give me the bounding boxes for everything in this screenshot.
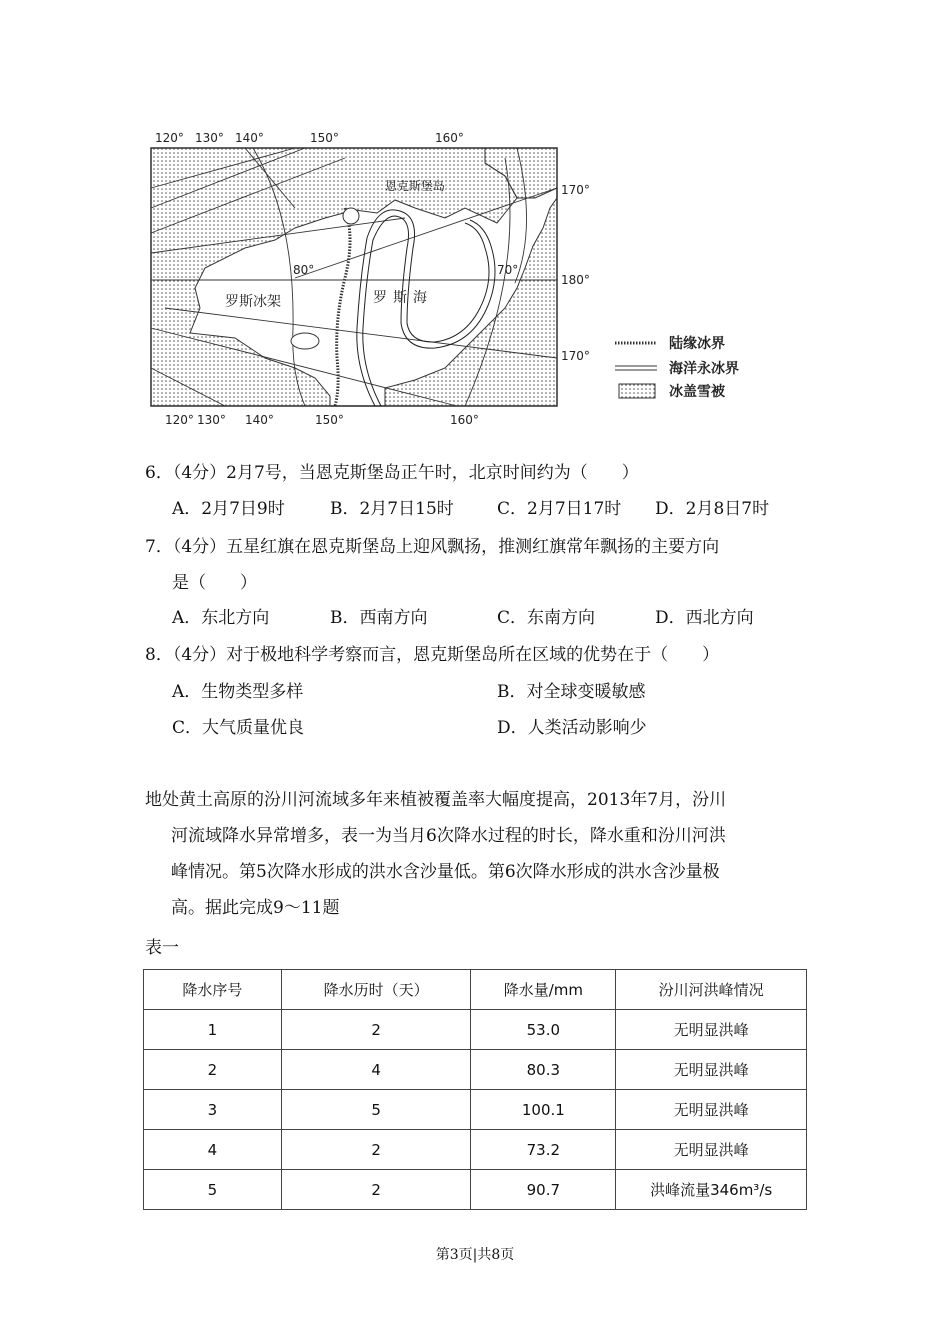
table-cell: 无明显洪峰 xyxy=(616,1130,807,1170)
table-cell: 1 xyxy=(144,1010,282,1050)
table-cell: 4 xyxy=(144,1130,282,1170)
q6-option-d: D．2月8日7时 xyxy=(655,499,770,519)
table-cell: 2 xyxy=(281,1010,471,1050)
top-lon-2: 130° xyxy=(195,131,224,145)
top-lon-3: 140° xyxy=(235,131,264,145)
table-cell: 3 xyxy=(144,1090,282,1130)
map-legend xyxy=(615,335,739,400)
q7-stem-line2: 是（ ） xyxy=(172,573,257,593)
q7-stem-line1: 7．（4分）五星红旗在恩克斯堡岛上迎风飘扬，推测红旗常年飘扬的主要方向 xyxy=(145,537,720,557)
label-island: 恩克斯堡岛 xyxy=(385,179,446,193)
page-footer: 第3页|共8页 xyxy=(435,1247,515,1263)
bottom-lon-2: 130° xyxy=(197,413,226,427)
right-lon-1: 170° xyxy=(561,183,590,197)
bottom-lon-1: 120° xyxy=(165,413,194,427)
passage-line-3: 峰情况。第5次降水形成的洪水含沙量低。第6次降水形成的洪水含沙量极 xyxy=(171,862,720,882)
passage xyxy=(145,782,810,926)
table-cell: 无明显洪峰 xyxy=(616,1050,807,1090)
q7-option-d: D．西北方向 xyxy=(655,608,754,628)
right-lon-3: 170° xyxy=(561,349,590,363)
table-cell: 90.7 xyxy=(471,1170,616,1210)
label-ice-shelf: 罗斯冰架 xyxy=(225,294,281,310)
table-cell: 73.2 xyxy=(471,1130,616,1170)
table-row xyxy=(144,1170,807,1210)
label-ross-sea: 罗斯海 xyxy=(373,290,433,306)
right-lon-2: 180° xyxy=(561,273,590,287)
q7-option-a: A．东北方向 xyxy=(172,608,270,628)
q6-option-c: C．2月7日17时 xyxy=(497,499,622,519)
table-row xyxy=(144,1130,807,1170)
table-cell: 洪峰流量346m³/s xyxy=(616,1170,807,1210)
table-cell: 5 xyxy=(144,1170,282,1210)
q8-option-c: C．大气质量优良 xyxy=(172,718,305,738)
q8-stem: 8．（4分）对于极地科学考察而言，恩克斯堡岛所在区域的优势在于（ ） xyxy=(145,645,720,665)
top-lon-5: 160° xyxy=(435,131,464,145)
table-cell: 2 xyxy=(281,1130,471,1170)
ross-sea-map xyxy=(145,128,785,428)
header-cell: 降水序号 xyxy=(144,970,282,1010)
table-cell: 无明显洪峰 xyxy=(616,1010,807,1050)
passage-line-1: 地处黄土高原的汾川河流域多年来植被覆盖率大幅度提高，2013年7月，汾川 xyxy=(145,790,727,810)
q8-option-d: D．人类活动影响少 xyxy=(497,718,647,738)
table-cell: 2 xyxy=(144,1050,282,1090)
lat-70: 70° xyxy=(497,263,519,277)
header-cell: 降水量/mm xyxy=(471,970,616,1010)
header-cell: 降水历时（天） xyxy=(281,970,471,1010)
q6-stem: 6．（4分）2月7号，当恩克斯堡岛正午时，北京时间约为（ ） xyxy=(145,463,639,483)
table-cell: 无明显洪峰 xyxy=(616,1090,807,1130)
bottom-lon-3: 140° xyxy=(245,413,274,427)
q6-option-b: B．2月7日15时 xyxy=(330,499,454,519)
table-row xyxy=(144,1010,807,1050)
precipitation-table xyxy=(143,969,807,1210)
q6-option-a: A．2月7日9时 xyxy=(172,499,285,519)
q7-option-b: B．西南方向 xyxy=(330,608,428,628)
passage-line-4: 高。据此完成9～11题 xyxy=(171,898,340,918)
header-cell: 汾川河洪峰情况 xyxy=(616,970,807,1010)
table-row xyxy=(144,1090,807,1130)
passage-line-2: 河流域降水异常增多，表一为当月6次降水过程的时长，降水重和汾川河洪 xyxy=(171,826,726,846)
table-caption: 表一 xyxy=(145,938,179,958)
legend-sea-ice: 海洋永冰界 xyxy=(669,361,739,377)
q7-option-c: C．东南方向 xyxy=(497,608,596,628)
legend-land-ice: 陆缘冰界 xyxy=(669,336,725,352)
q8-option-b: B．对全球变暖敏感 xyxy=(497,682,646,702)
table-cell: 80.3 xyxy=(471,1050,616,1090)
table-cell: 53.0 xyxy=(471,1010,616,1050)
table-cell: 2 xyxy=(281,1170,471,1210)
table-row xyxy=(144,1050,807,1090)
lat-80: 80° xyxy=(293,263,315,277)
table-cell: 5 xyxy=(281,1090,471,1130)
legend-ice-cover: 冰盖雪被 xyxy=(669,384,725,400)
table-cell: 100.1 xyxy=(471,1090,616,1130)
top-lon-4: 150° xyxy=(310,131,339,145)
bottom-lon-4: 150° xyxy=(315,413,344,427)
table-header-row xyxy=(144,970,807,1010)
q8-option-a: A．生物类型多样 xyxy=(172,682,304,702)
bottom-lon-5: 160° xyxy=(450,413,479,427)
table-cell: 4 xyxy=(281,1050,471,1090)
top-lon-1: 120° xyxy=(155,131,184,145)
